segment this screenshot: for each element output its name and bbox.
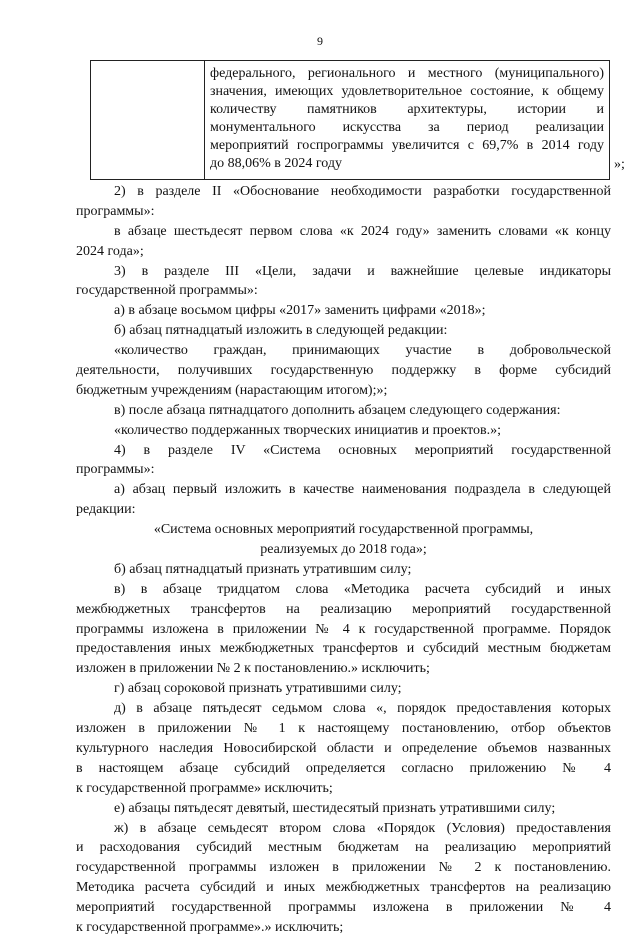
text-line: «количество граждан, принимающих участие в добровольческой bbox=[114, 343, 611, 359]
text-line: 4) в разделе IV «Система основных мероприятий государственной bbox=[114, 442, 611, 458]
text-line: межбюджетных трансфертов на реализацию мероприятий государственной bbox=[76, 601, 611, 617]
text-line: мероприятий государственной программы изложена в приложении № 4 bbox=[76, 900, 611, 916]
text-line: ж) в абзаце семьдесят втором слова «Порядок (Условия) предоставления bbox=[114, 820, 611, 836]
text-line: б) абзац пятнадцатый признать утратившим силу; bbox=[114, 561, 412, 577]
text-line: редакции: bbox=[76, 502, 136, 518]
text-line: изложен в приложении № 2 к постановлению.» исключить; bbox=[76, 661, 430, 677]
text-line: бюджетным учреждениям (нарастающим итогом);»; bbox=[76, 382, 388, 398]
text-line: культурного наследия Новосибирской области и определение объемов названных bbox=[76, 740, 611, 756]
text-line: 3) в разделе III «Цели, задачи и важнейшие целевые индикаторы bbox=[114, 263, 611, 279]
text-line: программы»: bbox=[76, 203, 155, 219]
text-line: г) абзац сороковой признать утратившими силу; bbox=[114, 681, 402, 697]
text-line: б) абзац пятнадцатый изложить в следующей редакции: bbox=[114, 323, 448, 339]
table-line: количеству памятников архитектуры, истории и bbox=[210, 102, 604, 117]
text-line: а) абзац первый изложить в качестве наименования подраздела в следующей bbox=[114, 482, 611, 498]
text-line: изложен в приложении № 1 к настоящему постановлению, отбор объектов bbox=[76, 721, 611, 737]
text-line: и расходования субсидий местным бюджетам на реализацию мероприятий bbox=[76, 840, 611, 856]
table-line: до 88,06% в 2024 году bbox=[210, 156, 343, 171]
text-line: программы»: bbox=[76, 462, 155, 478]
table-line: значения, имеющих удовлетворительное состояние, к общему bbox=[210, 84, 604, 99]
text-line: к государственной программе» исключить; bbox=[76, 780, 333, 796]
table-line: монументального искусства за период реализации bbox=[210, 120, 604, 135]
text-line: в) в абзаце тридцатом слова «Методика расчета субсидий и иных bbox=[114, 581, 611, 597]
text-line: 2) в разделе II «Обоснование необходимости разработки государственной bbox=[114, 184, 611, 199]
text-line: а) в абзаце восьмом цифры «2017» заменить цифрами «2018»; bbox=[114, 303, 486, 319]
text-line-centered: «Система основных мероприятий государственной программы, bbox=[153, 522, 534, 538]
text-line: Методика расчета субсидий и иных межбюджетных трансфертов на реализацию bbox=[76, 880, 611, 896]
text-line: государственной программы изложен в приложении № 2 к постановлению. bbox=[76, 860, 611, 876]
text-line: к государственной программе».» исключить; bbox=[76, 919, 344, 935]
text-line-centered: реализуемых до 2018 года»; bbox=[260, 542, 427, 558]
table-line: федерального, регионального и местного (муниципального) bbox=[210, 66, 604, 81]
text-line: 2024 года»; bbox=[76, 243, 144, 259]
text-line: е) абзацы пятьдесят девятый, шестидесятый признать утратившими силу; bbox=[114, 800, 556, 816]
page-number: 9 bbox=[317, 34, 323, 48]
text-line: в настоящем абзаце субсидий определяется согласно приложению № 4 bbox=[76, 760, 611, 776]
text-line: в абзаце шестьдесят первом слова «к 2024 году» заменить словами «к концу bbox=[114, 223, 611, 239]
text-line: государственной программы»: bbox=[76, 283, 258, 299]
table-cell-empty bbox=[91, 61, 205, 179]
text-line: «количество поддержанных творческих инициатив и проектов.»; bbox=[114, 422, 502, 438]
text-line: д) в абзаце пятьдесят седьмом слова «, порядок предоставления которых bbox=[114, 701, 611, 717]
text-line: деятельности, получивших государственную поддержку в форме субсидий bbox=[76, 363, 611, 379]
text-line: в) после абзаца пятнадцатого дополнить абзацем следующего содержания: bbox=[114, 402, 561, 418]
table-line: мероприятий госпрограммы увеличится с 69,7% в 2014 году bbox=[210, 138, 604, 153]
table-closing-quote: »; bbox=[614, 157, 625, 172]
document-body bbox=[76, 182, 611, 938]
text-line: программы изложена в приложении № 4 к государственной программе. Порядок bbox=[76, 621, 611, 637]
table-cell-text bbox=[205, 65, 604, 173]
table-fragment bbox=[90, 60, 610, 180]
text-line: предоставления иных межбюджетных трансфертов и субсидий местным бюджетам bbox=[76, 641, 611, 657]
